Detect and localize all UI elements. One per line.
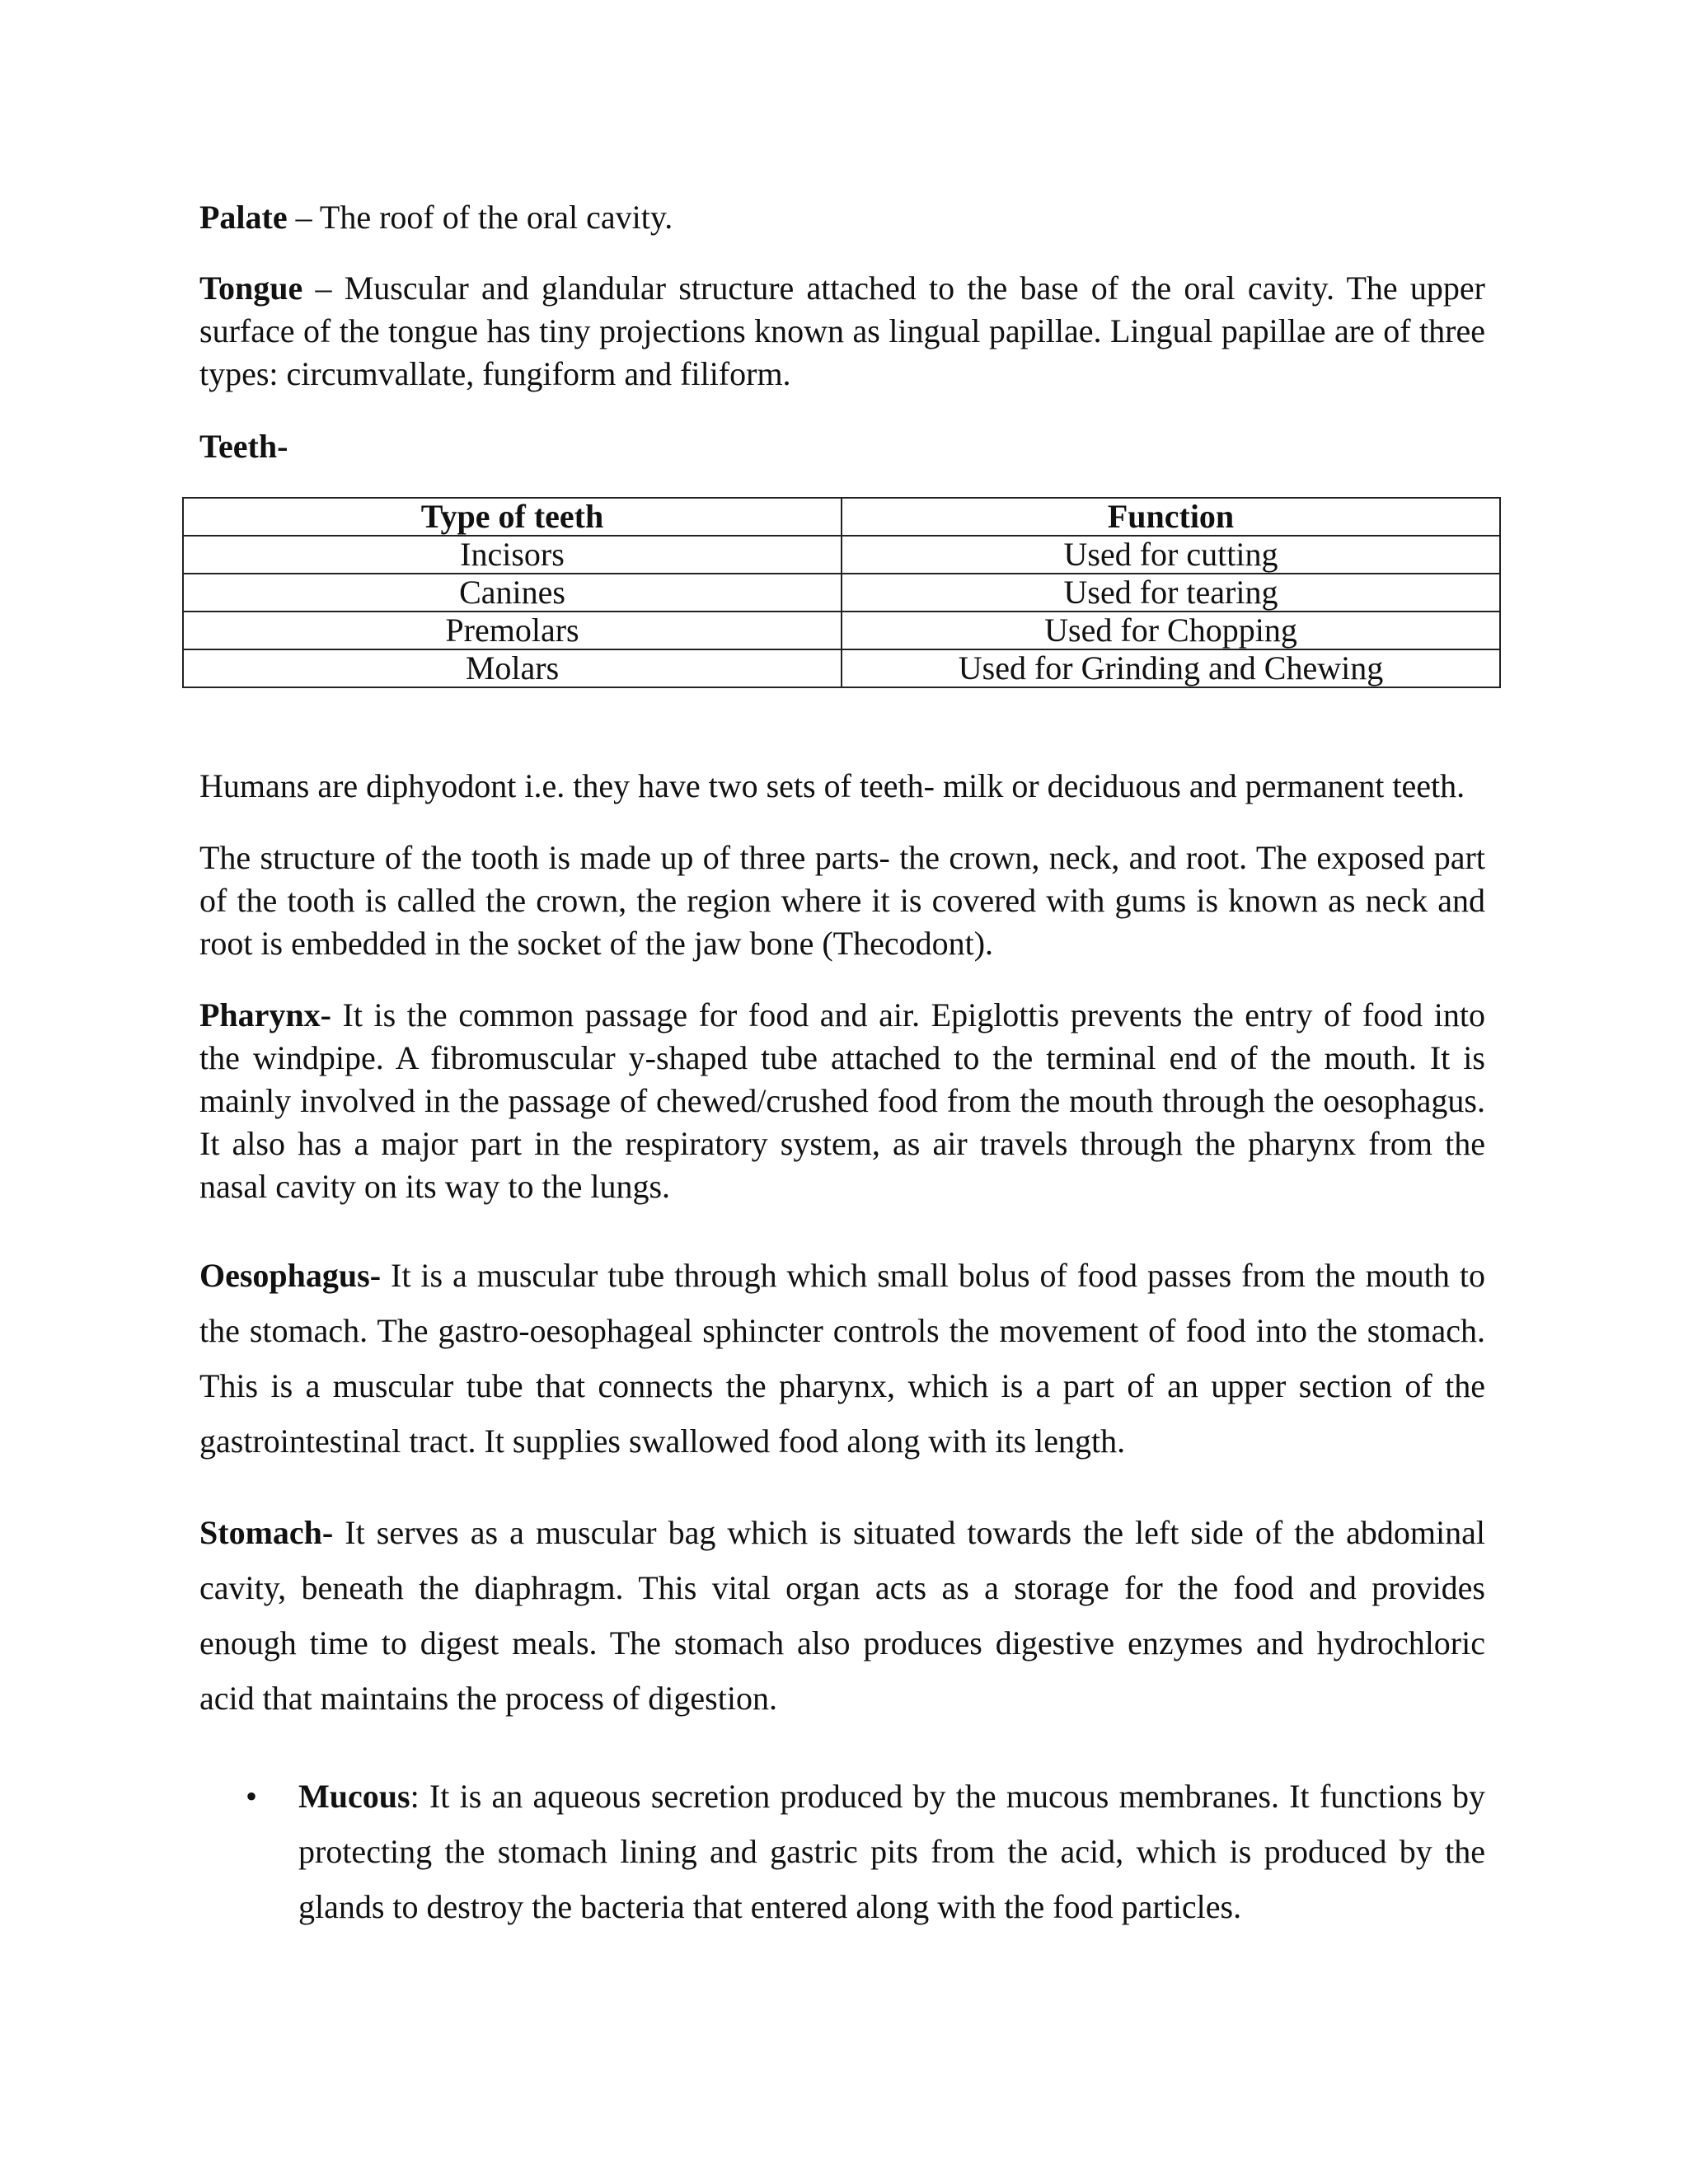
palate-term: Palate: [199, 199, 288, 236]
teeth-heading-text: Teeth-: [199, 428, 288, 465]
diphyodont-text: Humans are diphyodont i.e. they have two sets of teeth- milk or deciduous and permanent teeth.: [199, 767, 1465, 804]
teeth-heading: [199, 425, 1485, 468]
mucous-paragraph: [298, 1769, 1485, 1934]
tooth-structure-paragraph: [199, 837, 1485, 965]
table-cell-type: Molars: [183, 649, 842, 687]
table-cell-function: Used for Grinding and Chewing: [842, 649, 1500, 687]
diphyodont-paragraph: [199, 765, 1485, 808]
pharynx-term: Pharynx-: [199, 996, 331, 1033]
oesophagus-paragraph: [199, 1248, 1485, 1469]
tongue-term: Tongue: [199, 269, 303, 307]
bullet-icon: •: [246, 1778, 258, 1815]
table-row: [183, 536, 1500, 574]
tongue-paragraph: [199, 267, 1485, 396]
pharynx-paragraph: [199, 994, 1485, 1208]
tongue-text: – Muscular and glandular structure attached to the base of the oral cavity. The upper surface of the tongue has tiny projections known as lingual papillae. Lingual papillae are of three types: circumvallate, fungiform and filiform.: [199, 269, 1485, 392]
palate-paragraph: [199, 196, 1485, 239]
table-cell-type: Canines: [183, 574, 842, 612]
table-row: [183, 574, 1500, 612]
stomach-text: It serves as a muscular bag which is situated towards the left side of the abdominal cavity, beneath the diaphragm. This vital organ acts as a storage for the food and provides enough time to digest meals. The stomach also produces digestive enzymes and hydrochloric acid that maintains the process of digestion.: [199, 1514, 1485, 1717]
table-cell-function: Used for Chopping: [842, 612, 1500, 649]
table-header-row: [183, 498, 1500, 536]
table-row: [183, 612, 1500, 649]
tooth-structure-text: The structure of the tooth is made up of three parts- the crown, neck, and root. The exposed part of the tooth is called the crown, the region where it is covered with gums is known as neck and root is embedded in the socket of the jaw bone (Thecodont).: [199, 839, 1485, 962]
mucous-text: : It is an aqueous secretion produced by the mucous membranes. It functions by protecting the stomach lining and gastric pits from the acid, which is produced by the glands to destroy the bacteria that entered along with the food particles.: [298, 1778, 1485, 1925]
table-cell-type: Incisors: [183, 536, 842, 574]
palate-text: – The roof of the oral cavity.: [287, 199, 673, 236]
table-cell-function: Used for tearing: [842, 574, 1500, 612]
table-header-type: Type of teeth: [183, 498, 842, 536]
oesophagus-text: It is a muscular tube through which small bolus of food passes from the mouth to the stomach. The gastro-oesophageal sphincter controls the movement of food into the stomach. This is a muscular tube that connects the pharynx, which is a part of an upper section of the gastrointestinal tract. It supplies swallowed food along with its length.: [199, 1257, 1485, 1460]
table-cell-function: Used for cutting: [842, 536, 1500, 574]
teeth-table: [182, 497, 1501, 688]
table-header-function: Function: [842, 498, 1500, 536]
table-row: [183, 649, 1500, 687]
table-cell-type: Premolars: [183, 612, 842, 649]
mucous-term: Mucous: [298, 1778, 410, 1815]
pharynx-text: It is the common passage for food and air. Epiglottis prevents the entry of food into the windpipe. A fibromuscular y-shaped tube attached to the terminal end of the mouth. It is mainly involved in the passage of chewed/crushed food from the mouth through the oesophagus. It also has a major part in the respiratory system, as air travels through the pharynx from the nasal cavity on its way to the lungs.: [199, 996, 1485, 1205]
oesophagus-term: Oesophagus-: [199, 1257, 382, 1294]
stomach-term: Stomach-: [199, 1514, 334, 1551]
stomach-paragraph: [199, 1505, 1485, 1726]
